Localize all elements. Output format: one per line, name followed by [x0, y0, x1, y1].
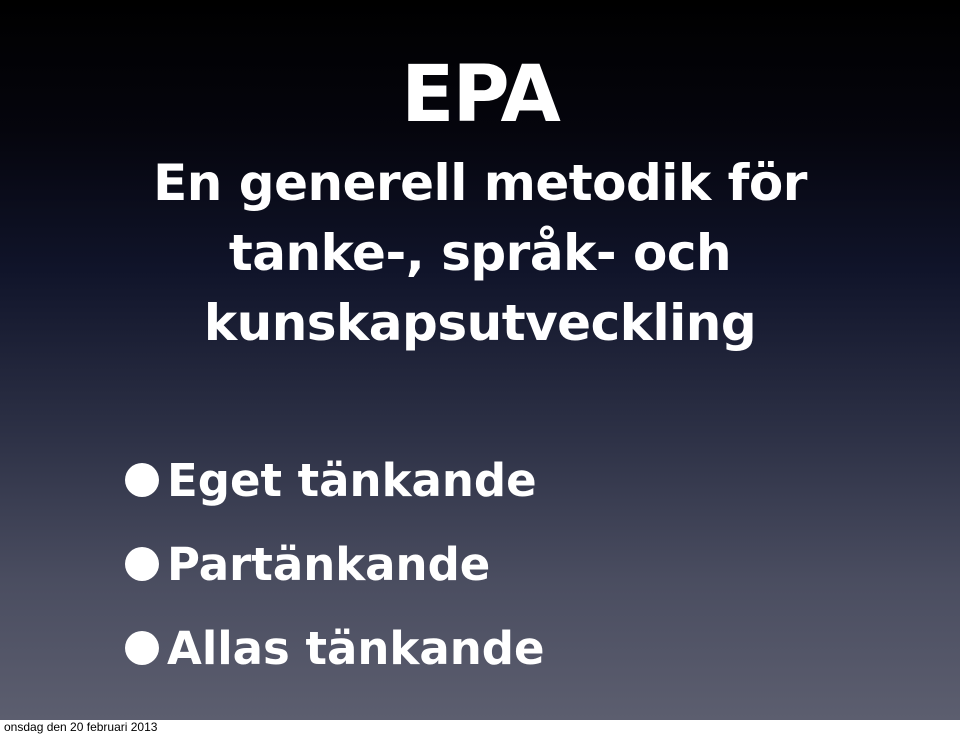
slide-subtitle [0, 148, 960, 358]
bullet-text: Eget tänkande [167, 453, 537, 507]
bullet-dot-icon [125, 463, 159, 497]
subtitle-line: En generell metodik för [153, 154, 807, 212]
slide-title: EPA [401, 50, 559, 140]
bullet-item [125, 438, 544, 522]
bullet-dot-icon [125, 631, 159, 665]
subtitle-line: kunskapsutveckling [203, 294, 757, 352]
bullet-dot-icon [125, 547, 159, 581]
bullet-text: Partänkande [167, 537, 491, 591]
subtitle-line: tanke-, språk- och [228, 224, 732, 282]
bullet-item [125, 606, 544, 690]
bullet-item [125, 522, 544, 606]
footer-date: onsdag den 20 februari 2013 [4, 720, 158, 734]
bullet-list [125, 438, 544, 690]
bullet-text: Allas tänkande [167, 621, 545, 675]
